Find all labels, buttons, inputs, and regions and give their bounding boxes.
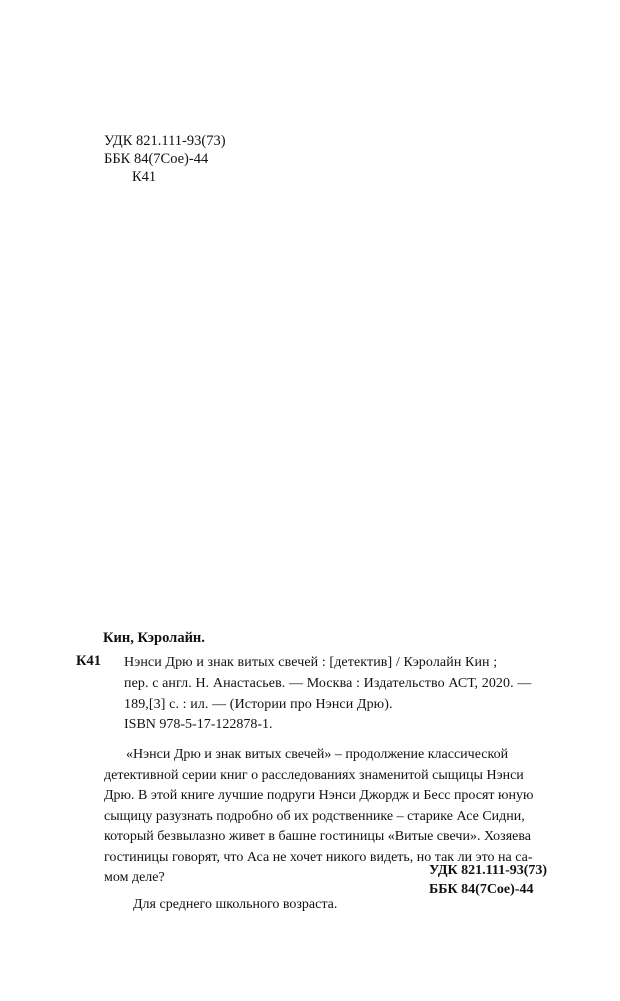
udk-code: УДК 821.111-93(73) (104, 133, 226, 149)
annotation-line: детективной серии книг о расследованиях знаменитой сыщицы Нэнси (104, 767, 524, 783)
description-line: пер. с англ. Н. Анастасьев. — Москва : Издательство АСТ, 2020. — (124, 676, 532, 691)
bbk-code: ББК 84(7Сое)-44 (104, 151, 209, 167)
description-line: 189,[3] с. : ил. — (Истории про Нэнси Дрю). (124, 697, 393, 712)
annotation-line: Дрю. В этой книге лучшие подруги Нэнси Джордж и Бесс просят юную (104, 788, 534, 803)
description-line: Нэнси Дрю и знак витых свечей : [детектив] / Кэролайн Кин ; (124, 655, 498, 670)
age-rating-note: Для среднего школьного возраста. (133, 896, 338, 912)
author-heading: Кин, Кэролайн. (103, 630, 205, 646)
annotation-line: сыщицу разузнать подробно об их родственнике – старике Асе Сидни, (104, 808, 525, 824)
bibliographic-description (124, 652, 550, 715)
isbn: ISBN 978-5-17-122878-1. (124, 717, 273, 732)
bbk-code: ББК 84(7Сое)-44 (429, 882, 534, 897)
catalog-author-mark: К41 (76, 653, 102, 669)
top-classification-codes (104, 132, 226, 186)
udk-code: УДК 821.111-93(73) (429, 863, 548, 878)
annotation-line: «Нэнси Дрю и знак витых свечей» – продолжение классической (126, 747, 509, 762)
author-mark: К41 (132, 169, 157, 185)
bottom-classification-codes (429, 861, 547, 899)
annotation-line: мом деле? (104, 870, 165, 885)
annotation-line: гостиницы говорят, что Аса не хочет никого видеть, но так ли это на са- (104, 849, 533, 865)
annotation-line: который безвылазно живет в башне гостиницы «Витые свечи». Хозяева (104, 829, 531, 844)
